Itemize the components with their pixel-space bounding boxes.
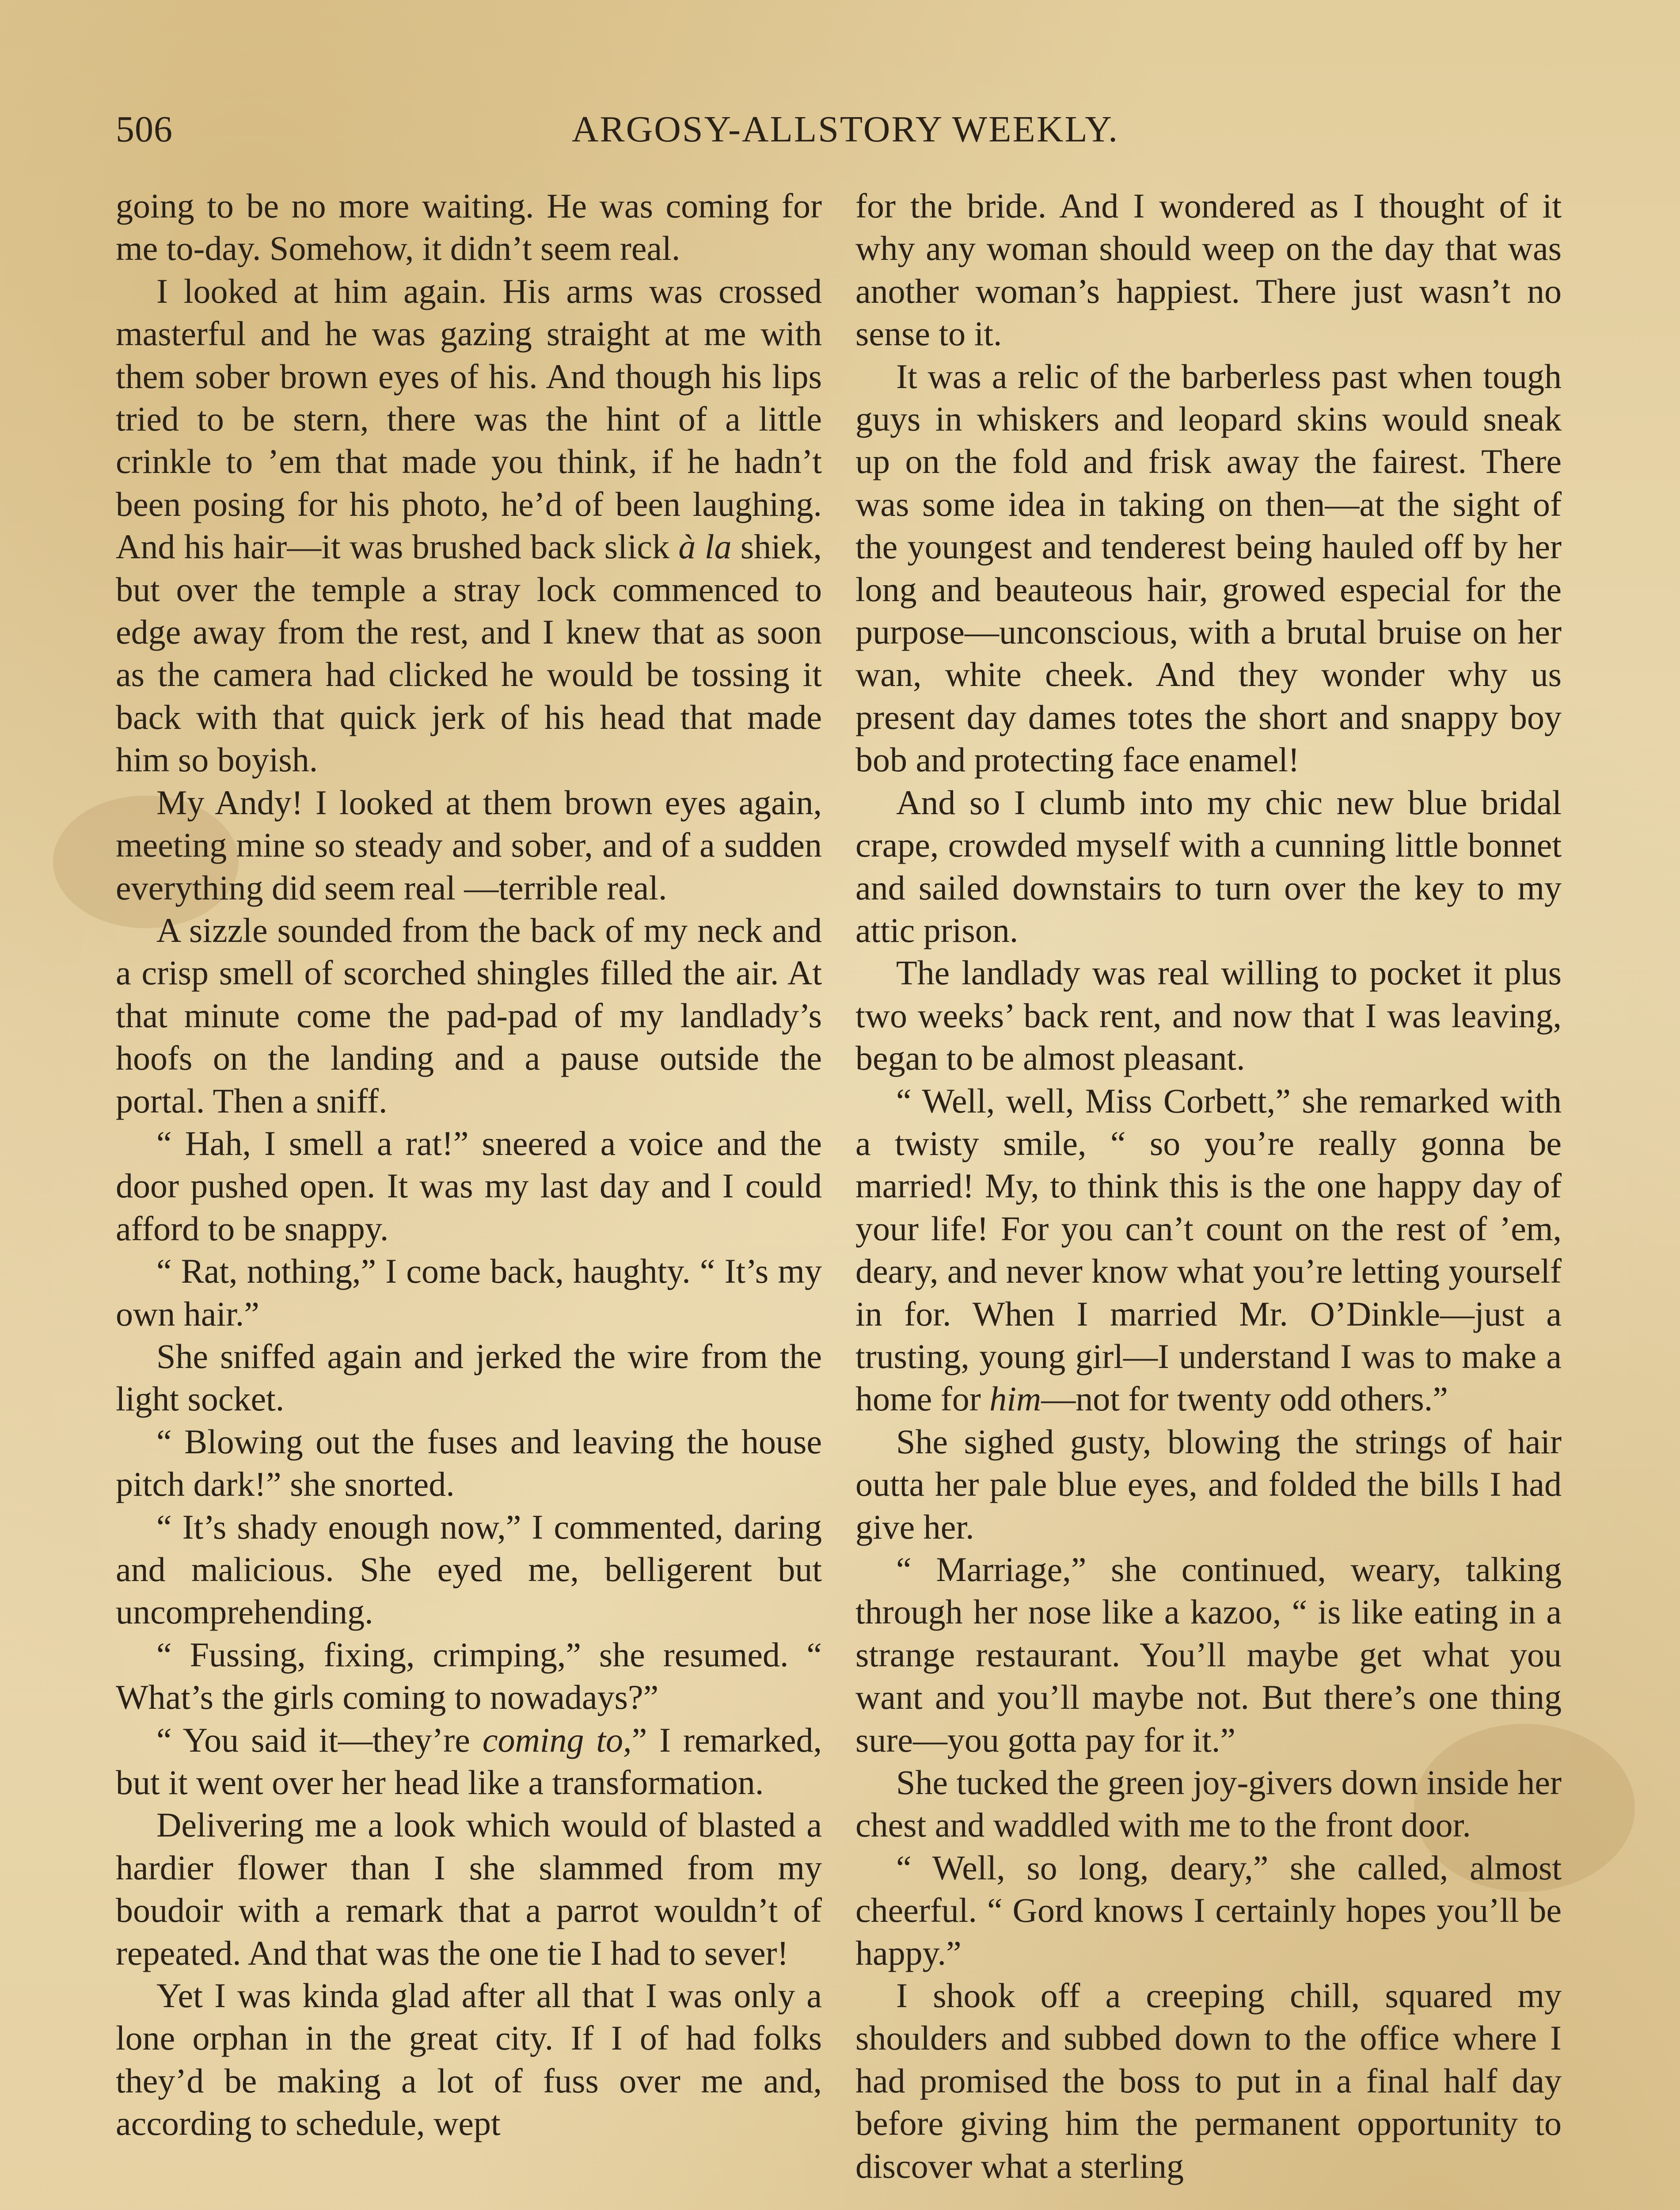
text-run: “ You said it—they’re: [156, 1720, 483, 1759]
text-run: She sniffed again and jerked the wire from the light socket.: [116, 1337, 822, 1418]
text-run: going to be no more waiting. He was coming for me to-day. Somehow, it didn’t seem real.: [116, 187, 822, 268]
text-run: The landlady was real willing to pocket it plus two weeks’ back rent, and now that I was leaving, began to be almost pleasant.: [855, 953, 1562, 1078]
text-run: “ Blowing out the fuses and leaving the house pitch dark!” she snorted.: [116, 1422, 822, 1504]
text-run: She tucked the green joy-givers down inside her chest and waddled with me to the front door.: [855, 1763, 1562, 1844]
italic-text: coming to,: [482, 1720, 632, 1759]
page-header: [116, 105, 1575, 158]
text-run: Delivering me a look which would of blasted a hardier flower than I she slammed from my boudoir with a remark that a parrot wouldn’t of repeated. And that was the one tie I had to sever!: [116, 1806, 822, 1972]
text-run: “ Rat, nothing,” I come back, haughty. “ It’s my own hair.”: [116, 1252, 822, 1333]
italic-text: à la: [678, 527, 732, 566]
text-run: “ It’s shady enough now,” I commented, daring and malicious. She eyed me, belligerent but uncomprehending.: [116, 1507, 822, 1631]
paragraph: [116, 270, 822, 781]
text-run: And so I clumb into my chic new blue bridal crape, crowded myself with a cunning little bonnet and sailed downstairs to turn over the key to my attic prison.: [855, 783, 1562, 949]
right-column: [855, 185, 1562, 2210]
paragraph: [855, 1421, 1562, 1548]
text-run: “ Hah, I smell a rat!” sneered a voice and the door pushed open. It was my last day and I could afford to be snappy.: [116, 1124, 822, 1248]
paragraph: [116, 1250, 822, 1335]
paragraph: [855, 952, 1562, 1079]
paragraph: [116, 1122, 822, 1250]
paragraph: [116, 1335, 822, 1421]
text-run: “ Well, well, Miss Corbett,” she remarked with a twisty smile, “ so you’re really gonna be married! My, to think this is the one happy day of your life! For you can’t count on the rest of ’em, deary, and never know what you’re letting yourself in for. When I married Mr. O’Dinkle—just a trusting, young girl—I understand I was to make a home for: [855, 1081, 1562, 1418]
paragraph: [855, 185, 1562, 355]
paragraph: [116, 1506, 822, 1634]
text-run: A sizzle sounded from the back of my neck and a crisp smell of scorched shingles filled the air. At that minute come the pad-pad of my landlady’s hoofs on the landing and a pause outside the portal. Then a sniff.: [116, 911, 822, 1120]
text-run: ” I remarked, but it went over her head like a transformation.: [116, 1720, 822, 1802]
paragraph: [116, 1634, 822, 1719]
text-run: —not for twenty odd others.”: [1041, 1379, 1448, 1418]
text-run: My Andy! I looked at them brown eyes again, meeting mine so steady and sober, and of a sudden everything did seem real —terrible real.: [116, 783, 822, 907]
text-run: for the bride. And I wondered as I thought of it why any woman should weep on the day that was another woman’s happiest. There just wasn’t no sense to it.: [855, 187, 1562, 353]
paragraph: [116, 185, 822, 270]
paragraph: [116, 1719, 822, 1804]
text-run: I looked at him again. His arms was crossed masterful and he was gazing straight at me with them sober brown eyes of his. And though his lips tried to be stern, there was the hint of a little crinkle to ’em that made you think, if he hadn’t been posing for his photo, he’d of been laughing. And his hair—it was brushed back slick: [116, 271, 822, 566]
running-head: ARGOSY-ALLSTORY WEEKLY.: [571, 109, 1119, 150]
paragraph: [855, 355, 1562, 781]
paragraph: [855, 1080, 1562, 1421]
text-run: “ Marriage,” she continued, weary, talking through her nose like a kazoo, “ is like eating in a strange restaurant. You’ll maybe get what you want and you’ll maybe not. But there’s one thing sure—you gotta pay for it.”: [855, 1550, 1562, 1759]
text-run: She sighed gusty, blowing the strings of hair outta her pale blue eyes, and folded the bills I had give her.: [855, 1422, 1562, 1546]
text-run: “ Fussing, fixing, crimping,” she resumed. “ What’s the girls coming to nowadays?”: [116, 1635, 822, 1717]
paragraph: [855, 781, 1562, 952]
text-run: It was a relic of the barberless past when tough guys in whiskers and leopard skins would sneak up on the fold and frisk away the fairest. There was some idea in taking on then—at the sight of the youngest and tenderest being hauled off by her long and beauteous hair, growed especial for the purpose—unconscious, with a brutal bruise on her wan, white cheek. And they wonder why us present day dames totes the short and snappy boy bob and protecting face enamel!: [855, 357, 1562, 779]
italic-text: him: [989, 1379, 1041, 1418]
paragraph: [855, 1847, 1562, 1974]
page-number: 506: [116, 109, 173, 150]
text-run: Yet I was kinda glad after all that I was only a lone orphan in the great city. If I of had folks they’d be making a lot of fuss over me and, according to schedule, wept: [116, 1976, 822, 2143]
paragraph: [855, 1548, 1562, 1761]
paragraph: [116, 1421, 822, 1506]
paragraph: [116, 781, 822, 909]
text-run: shiek, but over the temple a stray lock commenced to edge away from the rest, and I knew that as soon as the camera had clicked he would be tossing it back with that quick jerk of his head that made him so boyish.: [116, 527, 822, 779]
left-column: [116, 185, 822, 2210]
paragraph: [116, 1804, 822, 1974]
paragraph: [116, 909, 822, 1122]
paragraph: [855, 1761, 1562, 1847]
paragraph: [116, 1974, 822, 2145]
text-run: “ Well, so long, deary,” she called, almost cheerful. “ Gord knows I certainly hopes you’ll be happy.”: [855, 1848, 1562, 1972]
text-run: I shook off a creeping chill, squared my shoulders and subbed down to the office where I had promised the boss to put in a final half day before giving him the permanent opportunity to discover what a sterling: [855, 1976, 1562, 2185]
paragraph: [855, 1974, 1562, 2187]
